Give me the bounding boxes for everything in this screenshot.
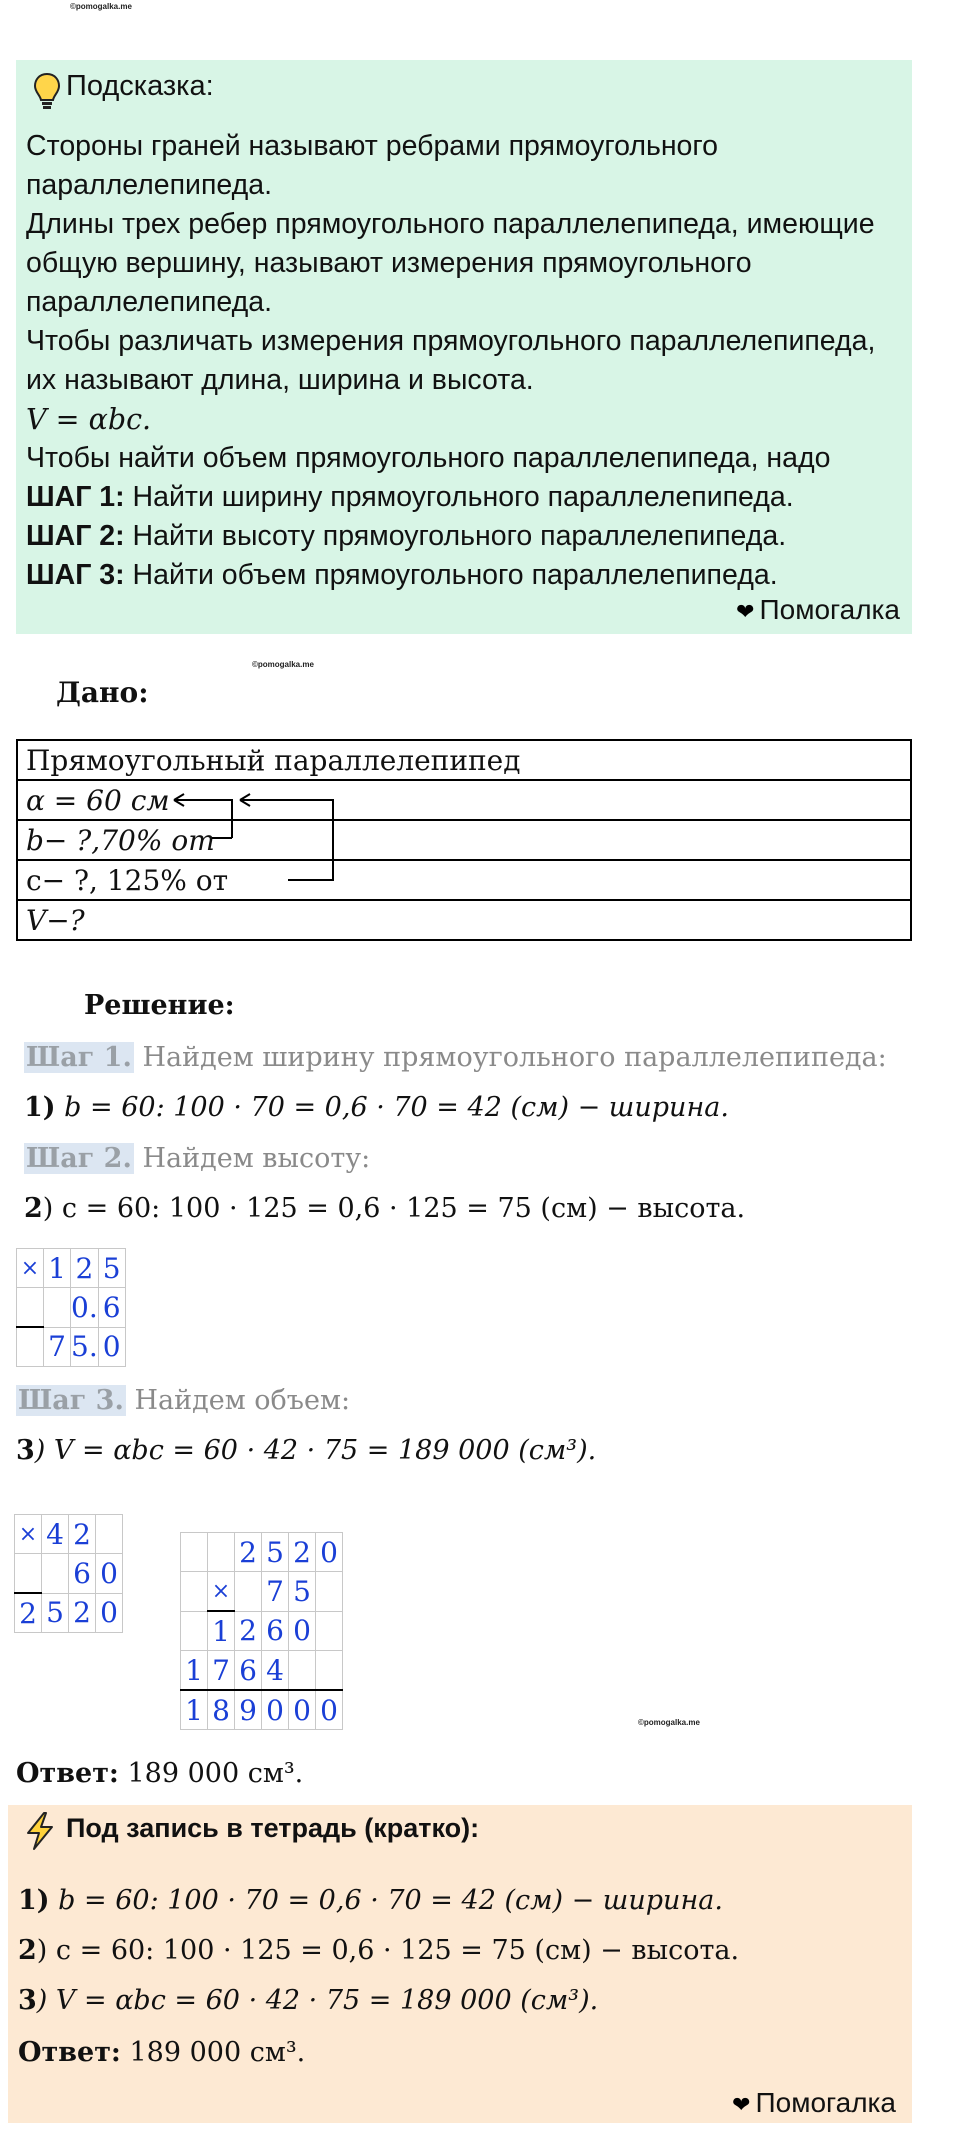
given-row: b− ?,70% от [17,820,911,860]
grid-cell: 5. [71,1327,99,1367]
grid-cell: 7 [262,1572,289,1612]
calc-grid-125x06 [16,1248,126,1367]
hint-formula: V = αbc. [26,403,152,436]
notebook-line-3 [18,1985,598,2016]
line-formula: ) V = αbc = 60 · 42 · 75 = 189 000 (см³). [34,1435,597,1466]
reference-arrows [160,780,360,900]
line-formula: b = 60: 100 · 70 = 0,6 · 70 = 42 (см) − ширина. [55,1092,729,1123]
solution-line-1 [24,1092,729,1123]
grid-cell: 4 [42,1515,69,1554]
grid-cell: 7 [44,1327,71,1367]
grid-cell [96,1515,123,1554]
grid-cell: 0 [289,1611,316,1651]
brand-label: Помогалка [755,2087,896,2118]
grid-cell: 9 [235,1690,262,1730]
calc-grid-2520x75 [180,1532,343,1730]
line-formula: ) с = 60: 100 · 125 = 0,6 · 125 = 75 (см) − высота. [42,1193,746,1224]
grid-cell: × [15,1515,42,1554]
line-number: 2 [24,1193,43,1224]
grid-cell: 2 [71,1249,99,1288]
watermark-low: ©pomogalka.me [638,1718,700,1727]
grid-cell: 6 [235,1651,262,1691]
line-number: 1) [24,1092,56,1123]
step-label: Шаг 2. [26,1143,132,1174]
hint-line: параллелепипеда. [26,286,273,318]
grid-cell: 0. [71,1288,99,1328]
line-number: 3 [18,1985,37,2016]
given-row: Прямоугольный параллелепипед [17,740,911,780]
notebook-box [8,1805,912,2123]
hint-step-2 [26,517,786,556]
answer-value: 189 000 см³. [120,2037,306,2068]
answer-label: Ответ: [18,2037,121,2068]
grid-cell: 2 [69,1593,96,1633]
grid-cell: 0 [262,1690,289,1730]
grid-cell: 1 [181,1690,208,1730]
hint-title: Подсказка: [66,70,214,102]
step-text: Найдем объем: [125,1385,351,1416]
given-row: α = 60 см [17,780,911,820]
grid-cell: 0 [98,1327,125,1367]
grid-cell [235,1572,262,1612]
grid-cell: 2 [69,1515,96,1554]
grid-cell: 0 [289,1690,316,1730]
grid-cell: 5 [262,1533,289,1572]
grid-cell: 2 [15,1593,42,1633]
grid-cell: 2 [289,1533,316,1572]
grid-cell: 0 [96,1554,123,1594]
grid-cell: 1 [208,1611,235,1651]
line-number: 1) [18,1885,50,1916]
step-label: Шаг 3. [18,1385,124,1416]
grid-cell [181,1572,208,1612]
notebook-line-1 [18,1885,723,1916]
grid-cell [316,1651,343,1691]
given-row: с− ?, 125% от [17,860,911,900]
grid-cell [289,1651,316,1691]
grid-cell [17,1288,44,1328]
grid-cell: 6 [98,1288,125,1328]
line-formula: ) с = 60: 100 · 125 = 0,6 · 125 = 75 (см) − высота. [36,1935,740,1966]
hint-step-1 [26,478,794,517]
hint-step-text: Найти объем прямоугольного параллелепипеда. [124,559,778,591]
given-row: V−? [17,900,911,940]
notebook-title: Под запись в тетрадь (кратко): [66,1813,480,1843]
hint-step-label: ШАГ 1: [26,481,125,513]
grid-cell: 1 [44,1249,71,1288]
grid-cell: 5 [98,1249,125,1288]
grid-cell: 5 [289,1572,316,1612]
hint-line: Чтобы найти объем прямоугольного параллелепипеда, надо [26,442,831,474]
brand-label: Помогалка [759,594,900,625]
step-text: Найдем ширину прямоугольного параллелепипеда: [133,1042,887,1073]
notebook-answer [18,2037,305,2068]
grid-cell: × [17,1249,44,1288]
hint-step-3 [26,556,778,595]
solution-step-2 [24,1143,370,1174]
heart-icon: ❤ [736,600,755,625]
grid-cell [44,1288,71,1328]
hint-step-label: ШАГ 3: [26,559,125,591]
grid-cell: 0 [96,1593,123,1633]
lightbulb-icon [32,72,62,112]
grid-cell: 2 [235,1533,262,1572]
grid-cell: 7 [208,1651,235,1691]
grid-cell: 0 [316,1533,343,1572]
hint-line: параллелепипеда. [26,169,273,201]
grid-cell: 2 [235,1611,262,1651]
grid-cell [15,1554,42,1594]
grid-cell: 8 [208,1690,235,1730]
answer-label: Ответ: [16,1758,119,1789]
hint-step-label: ШАГ 2: [26,520,125,552]
grid-cell: 1 [181,1651,208,1691]
grid-cell [42,1554,69,1594]
arrow-b-to-a [176,800,232,838]
step-text: Найдем высоту: [133,1143,371,1174]
arrow-c-to-a [282,800,333,880]
lightning-icon [22,1811,58,1851]
notebook-line-2 [18,1935,739,1966]
grid-cell: 6 [262,1611,289,1651]
solution-step-3 [16,1385,350,1416]
hint-box [16,60,912,634]
hint-line: Стороны граней называют ребрами прямоугольного [26,130,719,162]
solution-line-2 [24,1193,745,1224]
grid-cell [316,1572,343,1612]
grid-cell: 6 [69,1554,96,1594]
line-formula: ) V = αbc = 60 · 42 · 75 = 189 000 (см³). [36,1985,599,2016]
hint-line: Чтобы различать измерения прямоугольного параллелепипеда, [26,325,876,357]
grid-cell [17,1327,44,1367]
grid-cell: 4 [262,1651,289,1691]
calc-grid-42x60 [14,1514,123,1633]
heart-icon: ❤ [732,2093,751,2118]
given-title: Дано: [56,676,149,709]
grid-cell [181,1533,208,1572]
solution-line-3 [16,1435,596,1466]
solution-step-1 [24,1042,887,1073]
line-number: 3 [16,1435,35,1466]
watermark-top: ©pomogalka.me [70,2,132,11]
given-table [16,739,912,941]
hint-line: их называют длина, ширина и высота. [26,364,534,396]
grid-cell [208,1533,235,1572]
line-number: 2 [18,1935,37,1966]
solution-answer [16,1758,303,1789]
grid-cell [181,1611,208,1651]
hint-line: Длины трех ребер прямоугольного параллелепипеда, имеющие [26,208,875,240]
hint-step-text: Найти высоту прямоугольного параллелепипеда. [124,520,787,552]
line-formula: b = 60: 100 · 70 = 0,6 · 70 = 42 (см) − ширина. [49,1885,723,1916]
hint-brand [736,594,900,626]
grid-cell: 0 [316,1690,343,1730]
notebook-brand [732,2087,896,2119]
hint-line: общую вершину, называют измерения прямоугольного [26,247,752,279]
grid-cell [316,1611,343,1651]
solution-title: Решение: [84,990,235,1021]
grid-cell: 5 [42,1593,69,1633]
watermark-mid: ©pomogalka.me [252,660,314,669]
hint-step-text: Найти ширину прямоугольного параллелепипеда. [124,481,794,513]
step-label: Шаг 1. [26,1042,132,1073]
grid-cell: × [208,1572,235,1612]
answer-value: 189 000 см³. [118,1758,304,1789]
